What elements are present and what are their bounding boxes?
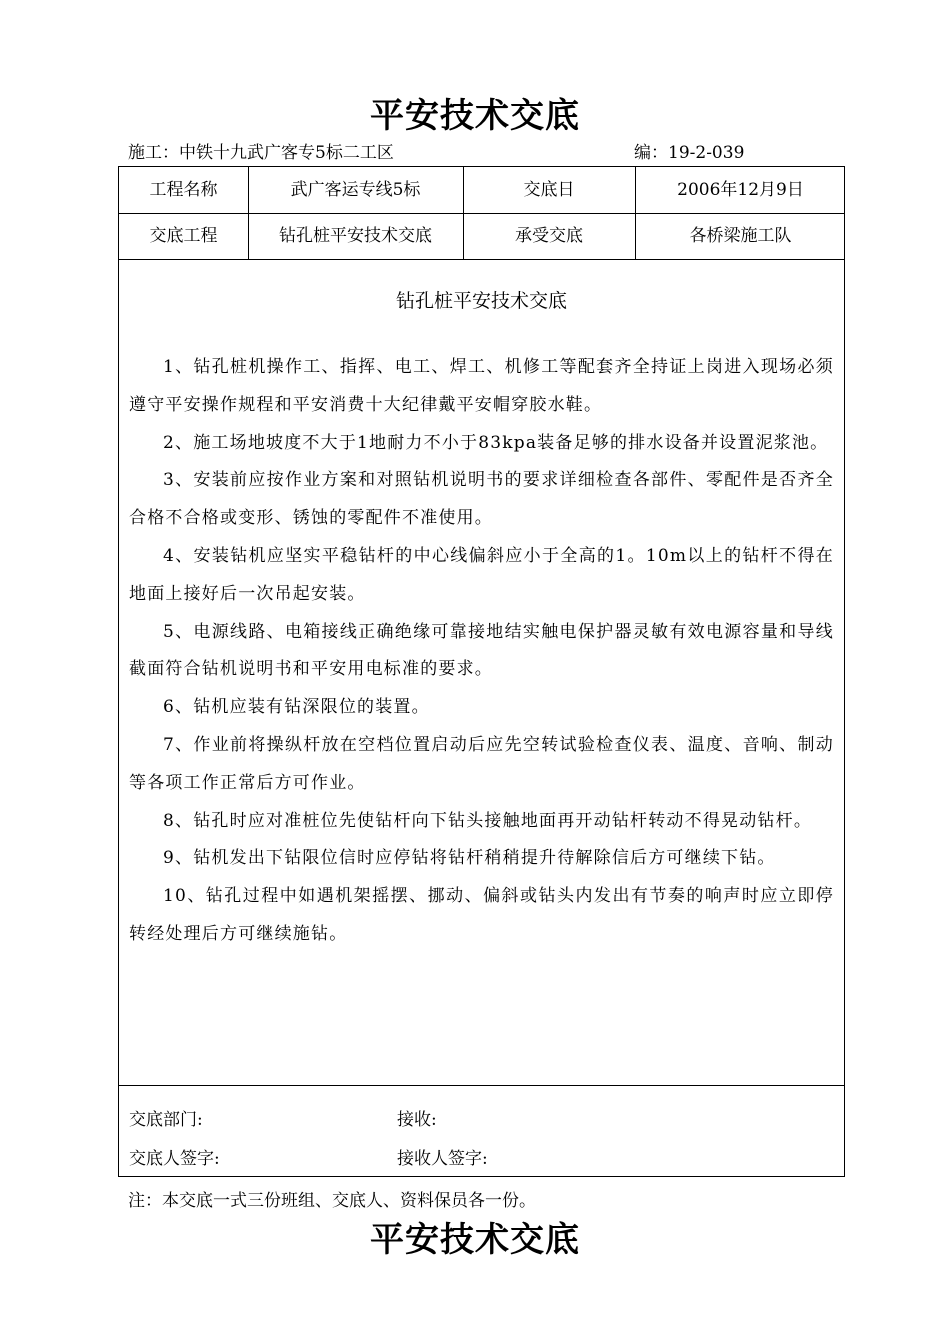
row-divider: [119, 1085, 844, 1086]
paragraph: 9、钻机发出下钻限位信时应停钻将钻杆稍稍提升待解除信后方可继续下钻。: [163, 848, 776, 869]
paragraph: 7、作业前将操纵杆放在空档位置启动后应先空转试验检查仪表、温度、音响、制动等各项工作正常后方可作业。: [129, 734, 834, 793]
next-page-title: 平安技术交底: [370, 1220, 580, 1260]
signer-label: 交底人签字:: [129, 1149, 220, 1169]
paragraph: 8、钻孔时应对准桩位先使钻杆向下钻头接触地面再开动钻杆转动不得晃动钻杆。: [163, 810, 813, 831]
department-label: 交底部门:: [129, 1110, 203, 1130]
paragraph: 10、钻孔过程中如遇机架摇摆、挪动、偏斜或钻头内发出有节奏的响声时应立即停转经处理后方可继续施钻。: [129, 886, 834, 944]
paragraph: 2、施工场地坡度不大于1地耐力不小于83kpa装备足够的排水设备并设置泥浆池。: [163, 432, 829, 453]
content-subtitle: 钻孔桩平安技术交底: [395, 290, 567, 312]
receiver-value: 各桥梁施工队: [689, 226, 792, 246]
footnote: 注：本交底一式三份班组、交底人、资料保员各一份。: [128, 1191, 536, 1211]
document-code: 编：19-2-039: [634, 143, 745, 163]
accept-signer-label: 接收人签字:: [397, 1149, 488, 1169]
paragraph: 6、钻机应装有钻深限位的装置。: [163, 697, 430, 718]
date-label: 交底日: [523, 180, 575, 200]
paragraph: 3、安装前应按作业方案和对照钻机说明书的要求详细检查各部件、零配件是否齐全合格不合格或变形、锈蚀的零配件不准使用。: [129, 470, 834, 529]
receiver-label: 承受交底: [515, 226, 583, 246]
paragraph: 5、电源线路、电箱接线正确绝缘可靠接地结实触电保护器灵敏有效电源容量和导线截面符合钻机说明书和平安用电标准的要求。: [129, 621, 834, 680]
accept-label: 接收:: [397, 1110, 437, 1130]
date-value: 2006年12月9日: [677, 180, 804, 200]
paragraph: 1、钻孔桩机操作工、指挥、电工、焊工、机修工等配套齐全持证上岗进入现场必须遵守平安操作规程和平安消费十大纪律戴平安帽穿胶水鞋。: [129, 357, 834, 415]
project-name-value: 武广客运专线5标: [290, 180, 421, 200]
document-title: 平安技术交底: [370, 96, 580, 136]
content-body: [129, 349, 834, 954]
disclosure-form: [118, 166, 845, 1177]
project-name-label: 工程名称: [149, 180, 218, 200]
paragraph: 4、安装钻机应坚实平稳钻杆的中心线偏斜应小于全高的1。10m以上的钻杆不得在地面上接好后一次吊起安装。: [129, 545, 834, 604]
item-value: 钻孔桩平安技术交底: [279, 226, 432, 246]
construction-unit: 施工：中铁十九武广客专5标二工区: [128, 143, 394, 163]
item-label: 交底工程: [149, 226, 218, 246]
row-divider: [119, 259, 844, 260]
